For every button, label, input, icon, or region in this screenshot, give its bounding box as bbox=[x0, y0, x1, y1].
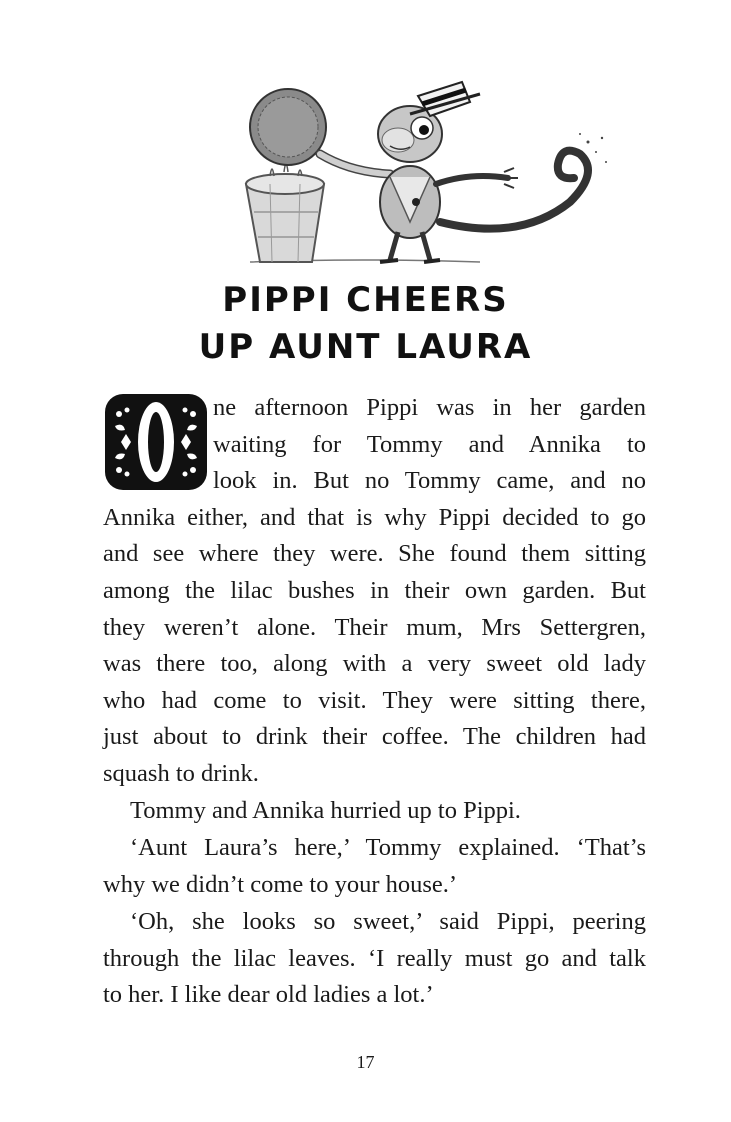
chapter-title-line-1: PIPPI CHEERS bbox=[222, 280, 509, 320]
text-line: was there too, along with a very sweet old lady bbox=[103, 650, 646, 678]
text-line: Tommy and Annika hurried up to Pippi. bbox=[130, 797, 521, 824]
text-line: ‘Oh, she looks so sweet,’ said Pippi, peering bbox=[130, 908, 646, 935]
text-line: Annika either, and that is why Pippi decided to go bbox=[103, 503, 646, 531]
text-line: they weren’t alone. Their mum, Mrs Settergren, bbox=[103, 613, 646, 641]
text-line: squash to drink. bbox=[103, 759, 259, 787]
text-line: ‘Aunt Laura’s here,’ Tommy explained. ‘That’s bbox=[130, 834, 646, 861]
paragraph-3 bbox=[103, 830, 646, 903]
text-line: and see where they were. She found them sitting bbox=[103, 540, 646, 568]
text-line: through the lilac leaves. ‘I really must go and talk bbox=[103, 944, 646, 972]
text-line: why we didn’t come to your house.’ bbox=[103, 870, 458, 898]
text-line: ne afternoon Pippi was in her garden bbox=[213, 394, 646, 421]
text-line: waiting for Tommy and Annika to bbox=[213, 430, 646, 458]
monkey-with-cake-illustration bbox=[240, 72, 620, 272]
chapter-title-line-2: UP AUNT LAURA bbox=[198, 327, 533, 367]
text-line: who had come to visit. They were sitting there, bbox=[103, 686, 646, 714]
paragraph-1 bbox=[103, 390, 646, 793]
page-number: 17 bbox=[356, 1052, 375, 1072]
text-line: to her. I like dear old ladies a lot.’ bbox=[103, 981, 434, 1009]
paragraph-4 bbox=[103, 904, 646, 1014]
text-line: look in. But no Tommy came, and no bbox=[213, 467, 646, 495]
paragraph-2 bbox=[103, 793, 646, 830]
text-line: among the lilac bushes in their own garden. But bbox=[103, 576, 646, 604]
text-line: just about to drink their coffee. The children had bbox=[103, 723, 646, 751]
